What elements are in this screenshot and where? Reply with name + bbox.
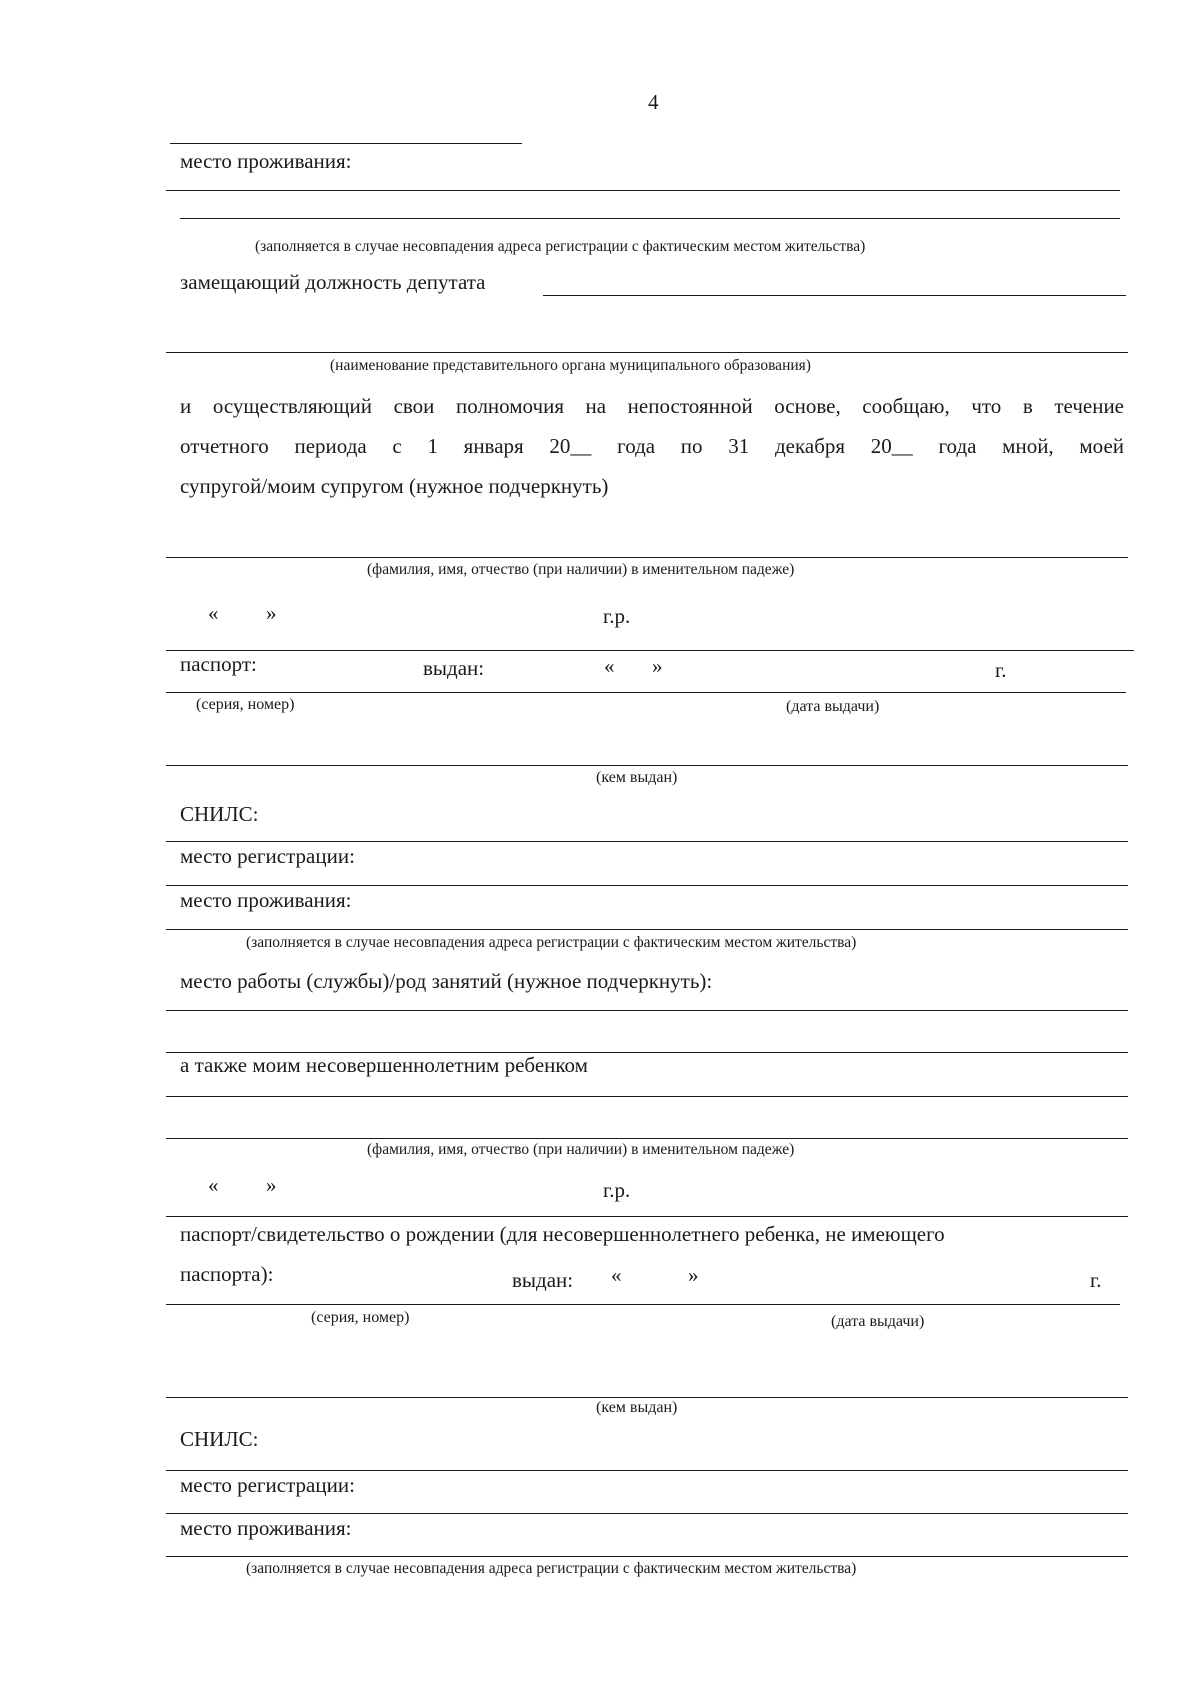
spouse-fio-line[interactable]: [166, 557, 1128, 558]
child-year-suffix: г.: [1090, 1268, 1102, 1292]
spouse-snils-label: СНИЛС:: [180, 802, 259, 826]
child-birth-label: г.р.: [603, 1178, 631, 1202]
spouse-work-line-1[interactable]: [166, 1010, 1128, 1011]
short-rule: [170, 143, 522, 144]
child-doc-line[interactable]: [166, 1304, 1120, 1305]
residence-note: (заполняется в случае несовпадения адреса регистрации с фактическим местом жительства): [255, 238, 866, 255]
declaration-line-2: отчетного периода с 1 января 20__ года по 31 декабря 20__ года мной, моей: [180, 434, 1124, 458]
spouse-series-note: (серия, номер): [196, 696, 295, 713]
child-fio-line[interactable]: [166, 1138, 1128, 1139]
child-issue-quote-close: »: [688, 1263, 699, 1287]
spouse-registration-line[interactable]: [166, 885, 1128, 886]
residence-line-2[interactable]: [180, 218, 1120, 219]
spouse-issue-quote-close: »: [652, 654, 663, 678]
spouse-snils-line[interactable]: [166, 841, 1128, 842]
spouse-issue-date-note: (дата выдачи): [786, 698, 880, 715]
spouse-quote-close: »: [266, 601, 277, 625]
spouse-issued-by-note: (кем выдан): [596, 769, 678, 786]
child-snils-label: СНИЛС:: [180, 1427, 259, 1451]
child-doc-label-1: паспорт/свидетельство о рождении (для несовершеннолетнего ребенка, не имеющего: [180, 1222, 945, 1246]
spouse-issued-by-line[interactable]: [166, 765, 1128, 766]
child-residence-label: место проживания:: [180, 1516, 352, 1540]
child-issue-date-note: (дата выдачи): [831, 1313, 925, 1330]
org-line[interactable]: [166, 352, 1128, 353]
child-quote-close: »: [266, 1173, 277, 1197]
spouse-residence-label: место проживания:: [180, 888, 352, 912]
child-issue-quote-open: «: [611, 1263, 622, 1287]
spouse-birth-line[interactable]: [166, 650, 1134, 651]
spouse-passport-line[interactable]: [166, 692, 1126, 693]
declaration-line-1: и осуществляющий свои полномочия на непостоянной основе, сообщаю, что в течение: [180, 394, 1124, 418]
child-intro: а также моим несовершеннолетним ребенком: [180, 1053, 588, 1077]
spouse-issued-label: выдан:: [423, 656, 485, 680]
child-issued-label: выдан:: [512, 1268, 574, 1292]
org-note: (наименование представительного органа муниципального образования): [330, 357, 811, 374]
child-fio-note: (фамилия, имя, отчество (при наличии) в именительном падеже): [367, 1141, 795, 1158]
child-issued-by-note: (кем выдан): [596, 1399, 678, 1416]
child-residence-line[interactable]: [166, 1556, 1128, 1557]
spouse-residence-note: (заполняется в случае несовпадения адреса регистрации с фактическим местом жительства): [246, 934, 857, 951]
child-line-1[interactable]: [166, 1096, 1128, 1097]
child-snils-line[interactable]: [166, 1470, 1128, 1471]
child-birth-line[interactable]: [166, 1216, 1128, 1217]
residence-line-1[interactable]: [166, 190, 1120, 191]
spouse-birth-label: г.р.: [603, 604, 631, 628]
page-number: 4: [648, 90, 659, 114]
spouse-quote-open: «: [208, 601, 219, 625]
child-registration-label: место регистрации:: [180, 1473, 355, 1497]
spouse-work-label: место работы (службы)/род занятий (нужное подчеркнуть):: [180, 969, 713, 993]
residence-label: место проживания:: [180, 149, 352, 173]
spouse-registration-label: место регистрации:: [180, 844, 355, 868]
spouse-fio-note: (фамилия, имя, отчество (при наличии) в именительном падеже): [367, 561, 795, 578]
child-registration-line[interactable]: [166, 1513, 1128, 1514]
deputy-line[interactable]: [543, 295, 1126, 296]
declaration-line-3: супругой/моим супругом (нужное подчеркнуть): [180, 474, 609, 498]
spouse-year-suffix: г.: [995, 658, 1007, 682]
child-residence-note: (заполняется в случае несовпадения адреса регистрации с фактическим местом жительства): [246, 1560, 857, 1577]
spouse-residence-line[interactable]: [166, 929, 1128, 930]
child-series-note: (серия, номер): [311, 1309, 410, 1326]
spouse-issue-quote-open: «: [604, 654, 615, 678]
child-doc-label-2: паспорта):: [180, 1262, 274, 1286]
spouse-passport-label: паспорт:: [180, 652, 257, 676]
child-quote-open: «: [208, 1173, 219, 1197]
deputy-label: замещающий должность депутата: [180, 270, 486, 294]
child-issued-by-line[interactable]: [166, 1397, 1128, 1398]
